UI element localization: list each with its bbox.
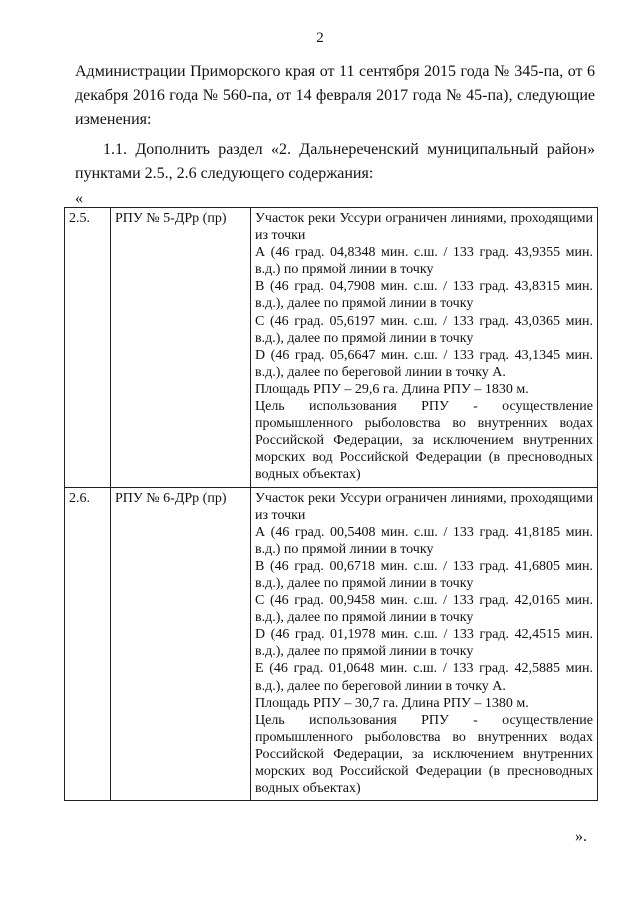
closing-quote: ».	[575, 828, 587, 845]
description-line: С (46 град. 05,6197 мин. с.ш. / 133 град. 43,0365 мин. в.д.), далее по прямой линии в точку	[255, 313, 593, 346]
description-line: Участок реки Уссури ограничен линиями, проходящими из точки	[255, 211, 593, 244]
site-name: РПУ № 6-ДРр (пр)	[111, 487, 251, 801]
description-line: А (46 град. 00,5408 мин. с.ш. / 133 град. 41,8185 мин. в.д.) по прямой линии в точку	[255, 524, 593, 557]
description-line: А (46 град. 04,8348 мин. с.ш. / 133 град. 43,9355 мин. в.д.) по прямой линии в точку	[255, 245, 593, 278]
opening-quote: «	[75, 190, 83, 207]
description-line: С (46 град. 00,9458 мин. с.ш. / 133 град. 42,0165 мин. в.д.), далее по прямой линии в точку	[255, 593, 593, 626]
description-line: В (46 град. 04,7908 мин. с.ш. / 133 град. 43,8315 мин. в.д.), далее по прямой линии в точку	[255, 279, 593, 312]
row-number: 2.5.	[65, 208, 111, 488]
item-paragraph-text: 1.1. Дополнить раздел «2. Дальнереченский муниципальный район» пунктами 2.5., 2.6 следующего содержания:	[75, 141, 595, 182]
description-line: D (46 град. 01,1978 мин. с.ш. / 133 град. 42,4515 мин. в.д.), далее по прямой линии в точку	[255, 627, 593, 660]
description-line: Е (46 град. 01,0648 мин. с.ш. / 133 град. 42,5885 мин. в.д.), далее по береговой линии в точку А.	[255, 661, 593, 694]
description-line: Площадь РПУ – 29,6 га. Длина РПУ – 1830 м.	[255, 381, 529, 397]
description-line: Участок реки Уссури ограничен линиями, проходящими из точки	[255, 490, 593, 523]
row-number: 2.6.	[65, 487, 111, 801]
description-line: Цель использования РПУ - осуществление промышленного рыболовства во внутренних водах Российской Федерации, за исключением внутренних морских вод Российской Федерации (в пресноводных водных объектах)	[255, 399, 593, 483]
intro-paragraph: Администрации Приморского края от 11 сентября 2015 года № 345-па, от 6 декабря 2016 года № 560-па, от 14 февраля 2017 года № 45-па), следующие изменения:	[75, 63, 595, 128]
fishing-sites-table	[64, 207, 598, 801]
table-row	[65, 487, 598, 801]
description-line: В (46 град. 00,6718 мин. с.ш. / 133 град. 41,6805 мин. в.д.), далее по прямой линии в точку	[255, 558, 593, 591]
page-number: 2	[316, 30, 324, 46]
item-paragraph	[75, 138, 595, 186]
site-name: РПУ № 5-ДРр (пр)	[111, 208, 251, 488]
description-line: Площадь РПУ – 30,7 га. Длина РПУ – 1380 м.	[255, 695, 529, 711]
description-line: Цель использования РПУ - осуществление промышленного рыболовства во внутренних водах Российской Федерации, за исключением внутренних морских вод Российской Федерации (в пресноводных водных объектах)	[255, 712, 593, 797]
site-description	[251, 208, 598, 488]
description-line: D (46 град. 05,6647 мин. с.ш. / 133 град. 43,1345 мин. в.д.), далее по береговой линии в точку А.	[255, 347, 593, 380]
site-description	[251, 487, 598, 801]
table-row	[65, 208, 598, 488]
